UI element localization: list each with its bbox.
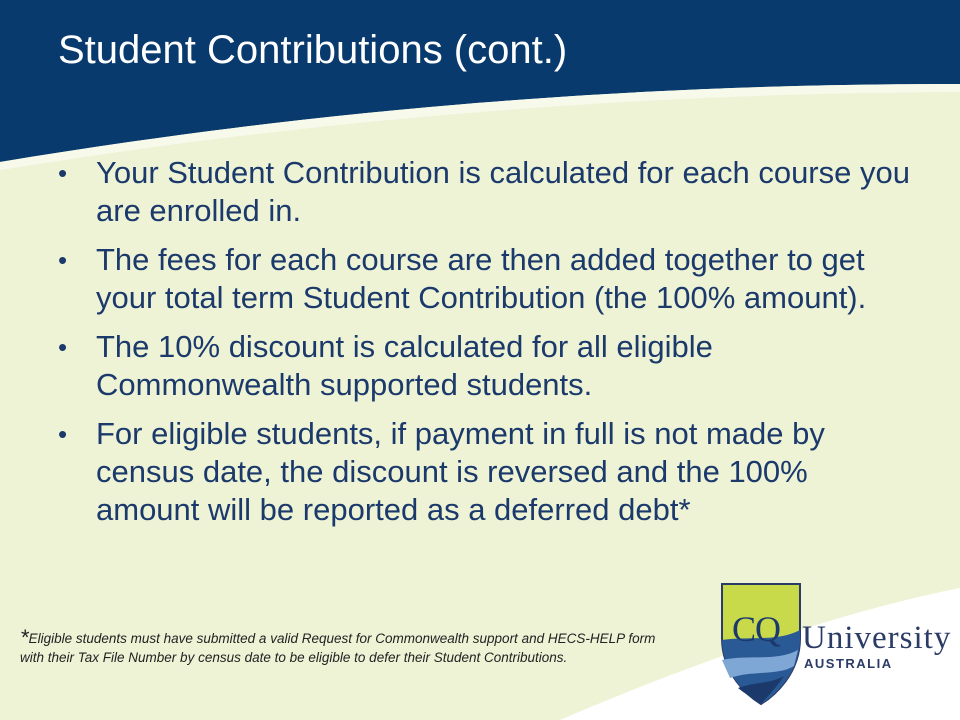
crest-letters: CQ bbox=[732, 609, 781, 649]
bullet-dot: • bbox=[58, 419, 68, 449]
logo-name: University bbox=[802, 620, 952, 656]
bullet-dot: • bbox=[58, 245, 68, 275]
bullet-text: For eligible students, if payment in full is not made by census date, the discount is reversed and the 100% amount will be reported as a deferred debt* bbox=[96, 416, 825, 527]
bullet-item bbox=[58, 415, 918, 529]
bullet-text: The 10% discount is calculated for all eligible Commonwealth supported students. bbox=[96, 329, 713, 402]
bullet-item bbox=[58, 328, 918, 404]
logo-country: AUSTRALIA bbox=[804, 656, 893, 671]
bullet-dot: • bbox=[58, 332, 68, 362]
bullet-text: Your Student Contribution is calculated for each course you are enrolled in. bbox=[96, 155, 910, 228]
bullet-dot: • bbox=[58, 158, 68, 188]
slide-title: Student Contributions (cont.) bbox=[58, 28, 568, 72]
footnote-star: * bbox=[20, 625, 29, 650]
footnote bbox=[20, 625, 660, 667]
bullet-list bbox=[58, 154, 918, 540]
bullet-item bbox=[58, 241, 918, 317]
footnote-text: Eligible students must have submitted a valid Request for Commonwealth support and HECS-HELP form with their Tax File Number by census date to be eligible to defer their Student Contributions. bbox=[20, 631, 656, 665]
bullet-item bbox=[58, 154, 918, 230]
university-logo bbox=[718, 578, 950, 710]
bullet-text: The fees for each course are then added together to get your total term Student Contribution (the 100% amount). bbox=[96, 242, 867, 315]
